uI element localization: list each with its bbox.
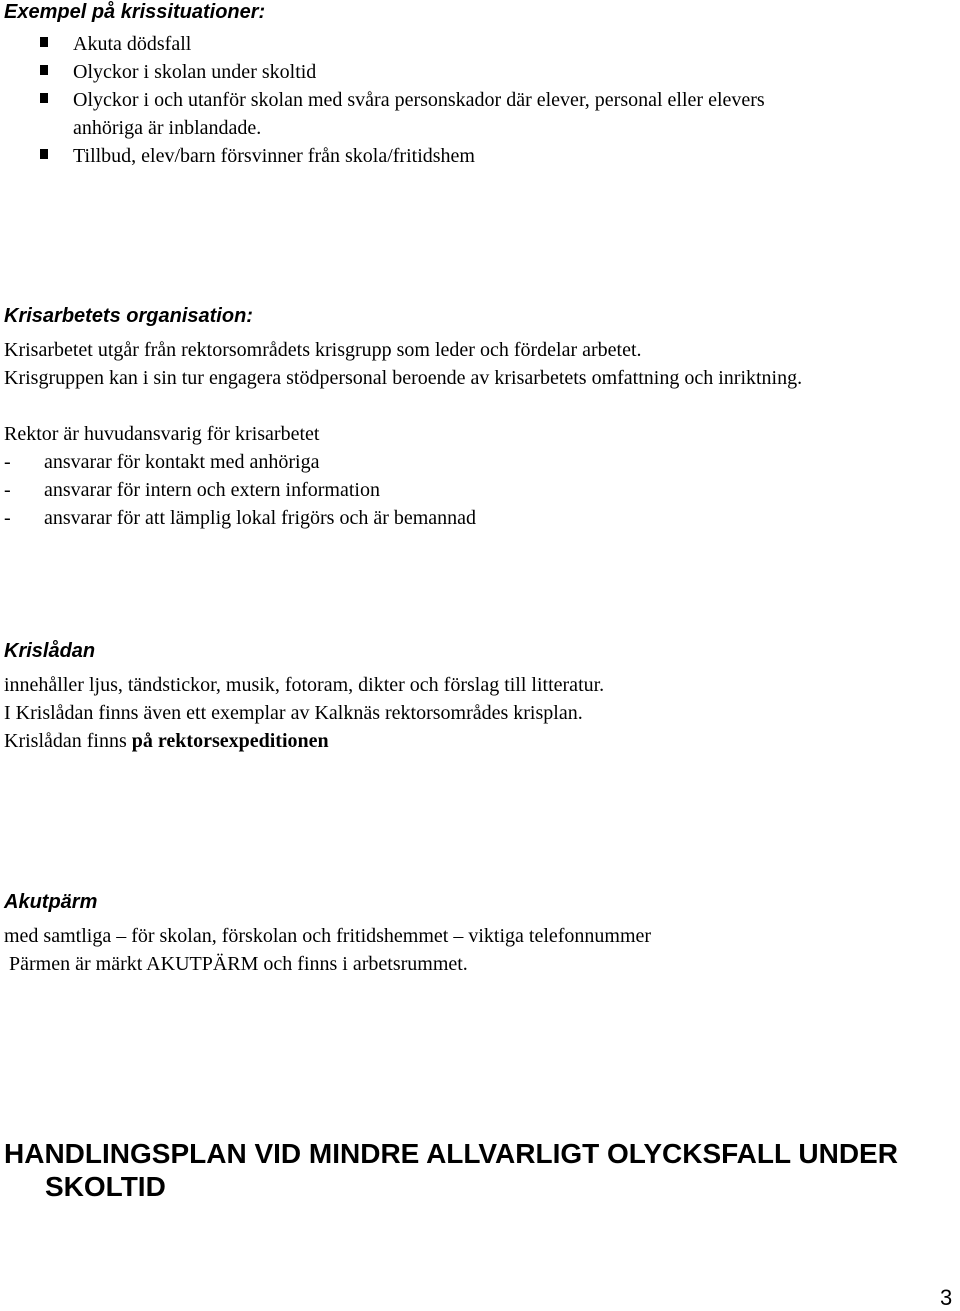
list-item-text: Olyckor i skolan under skoltid [73, 61, 317, 83]
crisis-examples-heading: Exempel på krissituationer: [4, 1, 266, 23]
crisis-box-text-line2: I Krislådan finns även ett exemplar av Kalknäs rektorsområdes krisplan. [4, 702, 583, 724]
list-item-text: ansvarar för intern och extern information [44, 479, 380, 501]
crisis-box-location [4, 727, 329, 755]
square-bullet-icon [40, 37, 48, 47]
list-item [40, 142, 765, 170]
list-item-continuation [40, 114, 765, 142]
list-item [4, 504, 476, 532]
action-plan-title-line1: HANDLINGSPLAN VID MINDRE ALLVARLIGT OLYCKSFALL UNDER [4, 1138, 898, 1169]
dash-marker: - [4, 479, 11, 501]
list-item-text: ansvarar för kontakt med anhöriga [44, 451, 320, 473]
list-item [40, 86, 765, 114]
responsibility-list [4, 448, 476, 532]
list-item-text: anhöriga är inblandade. [73, 117, 262, 139]
list-item-text: ansvarar för att lämplig lokal frigörs och är bemannad [44, 507, 477, 529]
list-item [40, 58, 765, 86]
list-item [4, 448, 476, 476]
square-bullet-icon [40, 65, 48, 75]
list-item-text: Olyckor i och utanför skolan med svåra personskador där elever, personal eller elevers [73, 89, 765, 111]
organisation-heading: Krisarbetets organisation: [4, 305, 253, 327]
page-number: 3 [940, 1285, 953, 1310]
crisis-box-location-prefix: Krislådan finns [4, 730, 132, 752]
emergency-binder-text-line2: Pärmen är märkt AKUTPÄRM och finns i arbetsrummet. [9, 953, 468, 975]
list-item [4, 476, 476, 504]
square-bullet-icon [40, 93, 48, 103]
crisis-examples-list [40, 30, 765, 170]
emergency-binder-heading: Akutpärm [4, 891, 98, 913]
organisation-text-line2: Krisgruppen kan i sin tur engagera stödpersonal beroende av krisarbetets omfattning och inriktning. [4, 367, 803, 389]
emergency-binder-text-line1: med samtliga – för skolan, förskolan och fritidshemmet – viktiga telefonnummer [4, 925, 652, 947]
square-bullet-icon [40, 149, 48, 159]
principal-responsibility: Rektor är huvudansvarig för krisarbetet [4, 423, 320, 445]
dash-marker: - [4, 451, 11, 473]
organisation-text-line1: Krisarbetet utgår från rektorsområdets krisgrupp som leder och fördelar arbetet. [4, 339, 642, 361]
list-item-text: Akuta dödsfall [73, 33, 192, 55]
list-item-text: Tillbud, elev/barn försvinner från skola/fritidshem [73, 145, 475, 167]
list-item [40, 30, 765, 58]
crisis-box-heading: Krislådan [4, 640, 96, 662]
crisis-box-text-line1: innehåller ljus, tändstickor, musik, fotoram, dikter och förslag till litteratur. [4, 674, 605, 696]
crisis-box-location-place: på rektorsexpeditionen [131, 730, 329, 752]
dash-marker: - [4, 507, 11, 529]
action-plan-title-line2: SKOLTID [45, 1171, 166, 1202]
